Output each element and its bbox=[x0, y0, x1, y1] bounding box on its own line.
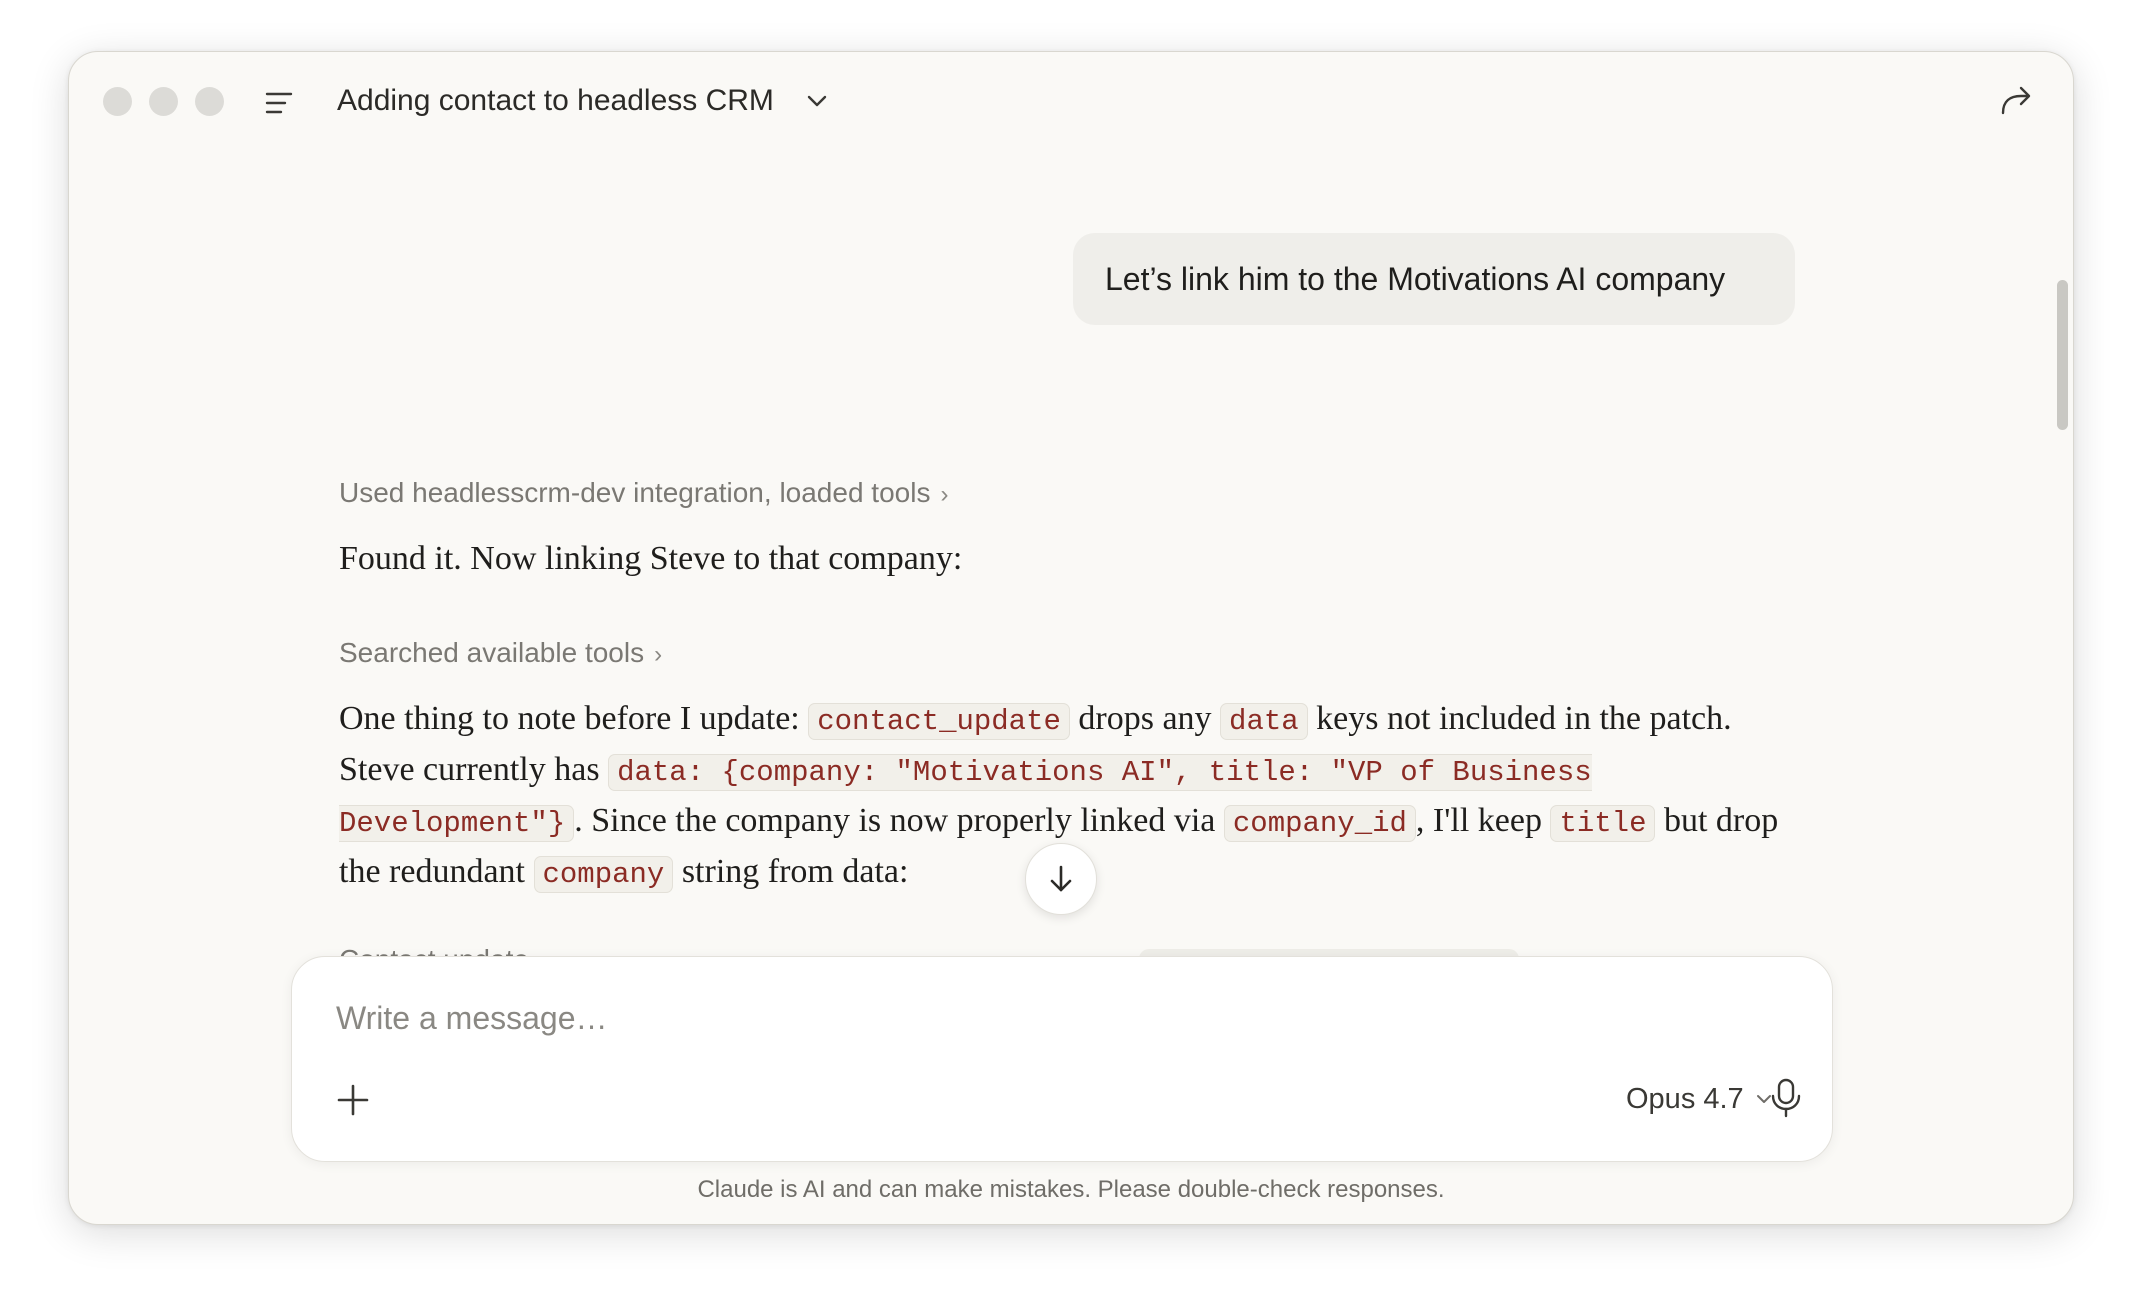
model-selector[interactable] bbox=[1626, 1077, 1774, 1121]
inline-code: data bbox=[1220, 703, 1308, 740]
inline-code: company bbox=[534, 856, 674, 893]
plus-icon[interactable] bbox=[336, 1083, 370, 1117]
reply-text: string from data: bbox=[673, 853, 909, 890]
disclaimer-text: Claude is AI and can make mistakes. Please double-check responses. bbox=[697, 1176, 1445, 1203]
user-message-bubble bbox=[1073, 233, 1795, 325]
inline-code: data: {company: "Motivations AI", title: "VP of Business Development"} bbox=[339, 756, 1592, 840]
sidebar-toggle-icon[interactable] bbox=[263, 90, 297, 116]
message-input[interactable] bbox=[334, 993, 1538, 1043]
reply-text: drops any bbox=[1069, 700, 1221, 737]
window-zoom-button[interactable] bbox=[195, 87, 224, 116]
scrollbar-thumb[interactable] bbox=[2057, 280, 2068, 430]
window-minimize-button[interactable] bbox=[149, 87, 178, 116]
tool-use-summary-integration[interactable] bbox=[339, 473, 948, 515]
chevron-right-icon: › bbox=[654, 641, 663, 668]
window-close-button[interactable] bbox=[103, 87, 132, 116]
inline-code: company_id bbox=[1224, 805, 1416, 842]
app-window bbox=[68, 51, 2074, 1225]
tool-use-label: Searched available tools bbox=[339, 637, 645, 668]
tool-use-label: Used headlesscrm-dev integration, loaded tools bbox=[339, 477, 931, 508]
assistant-reply-1: Found it. Now linking Steve to that company: bbox=[339, 540, 963, 577]
reply-text: keys not included in the patch. Steve currently has bbox=[339, 700, 1732, 788]
share-arrow-icon[interactable] bbox=[1997, 83, 2035, 119]
reply-text: but drop the redundant bbox=[339, 802, 1779, 890]
user-message-text: Let’s link him to the Motivations AI company bbox=[1105, 260, 1726, 297]
model-name: Opus 4.7 bbox=[1626, 1082, 1744, 1115]
chevron-down-icon[interactable] bbox=[804, 88, 830, 114]
inline-code: title bbox=[1550, 805, 1655, 842]
arrow-down-icon bbox=[1046, 863, 1076, 895]
reply-text: , I'll keep bbox=[1415, 802, 1551, 839]
tool-use-summary-search[interactable] bbox=[339, 633, 662, 675]
conversation-title[interactable]: Adding contact to headless CRM bbox=[337, 84, 774, 117]
microphone-icon[interactable] bbox=[1767, 1077, 1805, 1119]
scroll-to-bottom-button[interactable] bbox=[1025, 843, 1097, 915]
message-composer bbox=[291, 956, 1833, 1162]
reply-text: . Since the company is now properly linked via bbox=[574, 802, 1224, 839]
chevron-right-icon: › bbox=[940, 481, 949, 508]
inline-code: contact_update bbox=[808, 703, 1070, 740]
reply-text: One thing to note before I update: bbox=[339, 700, 809, 737]
